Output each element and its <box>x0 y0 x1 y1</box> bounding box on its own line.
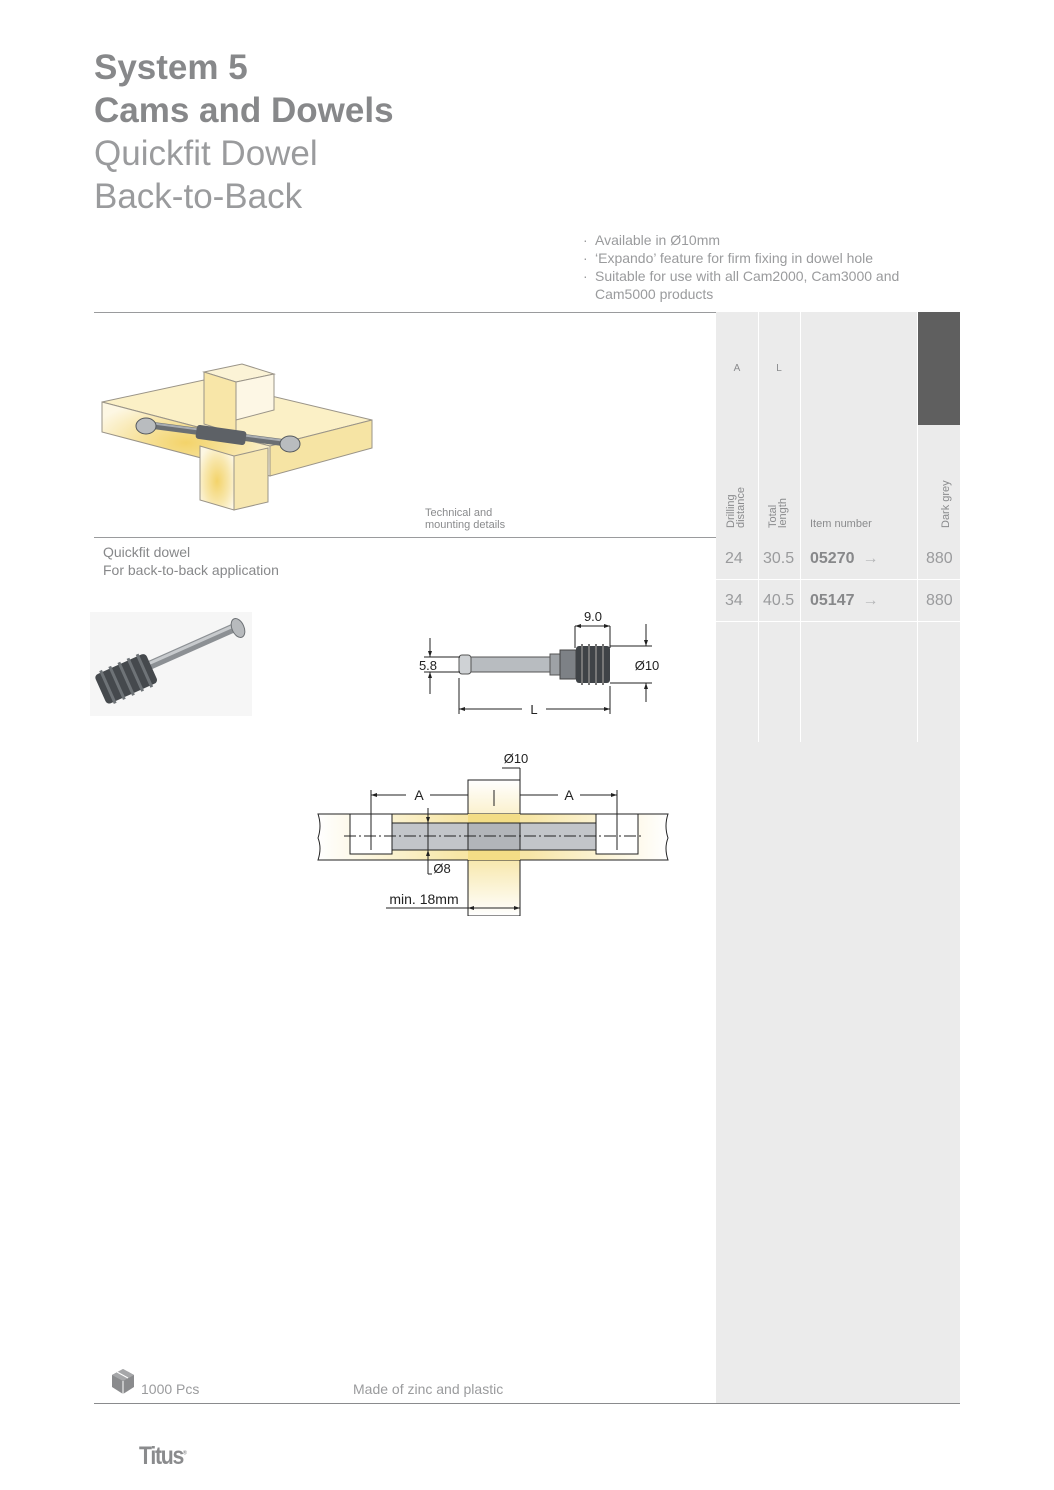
title-line-3: Quickfit Dowel <box>94 134 318 173</box>
row-divider <box>716 579 960 580</box>
title-line-4: Back-to-Back <box>94 177 303 216</box>
dowel-photo <box>90 612 252 716</box>
column-divider <box>917 312 918 742</box>
dim-length-label: L <box>530 702 538 717</box>
dowel-dimension-drawing <box>410 604 670 720</box>
feature-item: · Available in Ø10mm <box>580 231 920 249</box>
page-title <box>94 46 394 218</box>
dowel-expando-body <box>576 644 610 685</box>
header-rule <box>94 537 716 538</box>
dim-head-label: 9.0 <box>583 609 603 624</box>
row-1-length: 30.5 <box>763 550 795 567</box>
dark-grey-swatch <box>918 312 960 425</box>
total-length-label: Total length <box>767 498 789 528</box>
dim-min-label: min. 18mm <box>389 891 459 907</box>
column-divider <box>758 312 759 742</box>
product-description <box>103 543 279 579</box>
title-line-2: Cams and Dowels <box>94 91 394 130</box>
item-number[interactable]: 05270 <box>810 550 855 567</box>
title-line-1: System 5 <box>94 48 248 87</box>
pack-quantity: 1000 Pcs <box>141 1381 200 1397</box>
row-2-item[interactable] <box>810 592 879 610</box>
material-note: Made of zinc and plastic <box>353 1381 504 1397</box>
product-subtitle: For back-to-back application <box>103 562 279 578</box>
box-icon <box>111 1368 135 1396</box>
column-letter-a: A <box>733 363 741 374</box>
feature-list <box>580 231 920 303</box>
brand-name: Titus <box>139 1442 184 1470</box>
row-2-drilling: 34 <box>725 592 743 609</box>
column-divider <box>800 312 801 742</box>
drilling-distance-label: Drilling distance <box>725 487 747 528</box>
row-2-length: 40.5 <box>763 592 795 609</box>
feature-item: · ‘Expando’ feature for firm fixing in dowel hole <box>580 249 920 267</box>
dim-body-label: Ø10 <box>634 658 660 673</box>
top-rule <box>94 312 716 313</box>
dim-a-right-label: A <box>564 787 574 803</box>
row-divider <box>716 621 960 622</box>
dim-hole-label: Ø10 <box>503 751 529 766</box>
row-1-drilling: 24 <box>725 550 743 567</box>
product-name: Quickfit dowel <box>103 544 191 560</box>
dark-grey-label: Dark grey <box>940 480 952 528</box>
arrow-right-icon: → <box>862 550 879 567</box>
dim-a-left-label: A <box>414 787 424 803</box>
row-1-item[interactable] <box>810 550 879 568</box>
mounting-drawing <box>314 746 674 916</box>
brand-logo: Titus® <box>139 1442 187 1470</box>
technical-details-label: Technical and mounting details <box>425 507 506 531</box>
dim-bore-label: Ø8 <box>433 861 451 876</box>
arrow-right-icon: → <box>862 592 879 609</box>
column-letter-l: L <box>776 363 782 374</box>
table-shade <box>716 312 960 1403</box>
item-number-label: Item number <box>810 518 872 530</box>
bottom-rule <box>94 1403 960 1404</box>
joint-illustration <box>98 336 378 514</box>
row-1-qty: 880 <box>926 550 953 567</box>
row-2-qty: 880 <box>926 592 953 609</box>
dim-shaft-label: 5.8 <box>418 658 438 673</box>
item-number[interactable]: 05147 <box>810 592 855 609</box>
feature-item: · Suitable for use with all Cam2000, Cam3000 and Cam5000 products <box>580 267 920 303</box>
